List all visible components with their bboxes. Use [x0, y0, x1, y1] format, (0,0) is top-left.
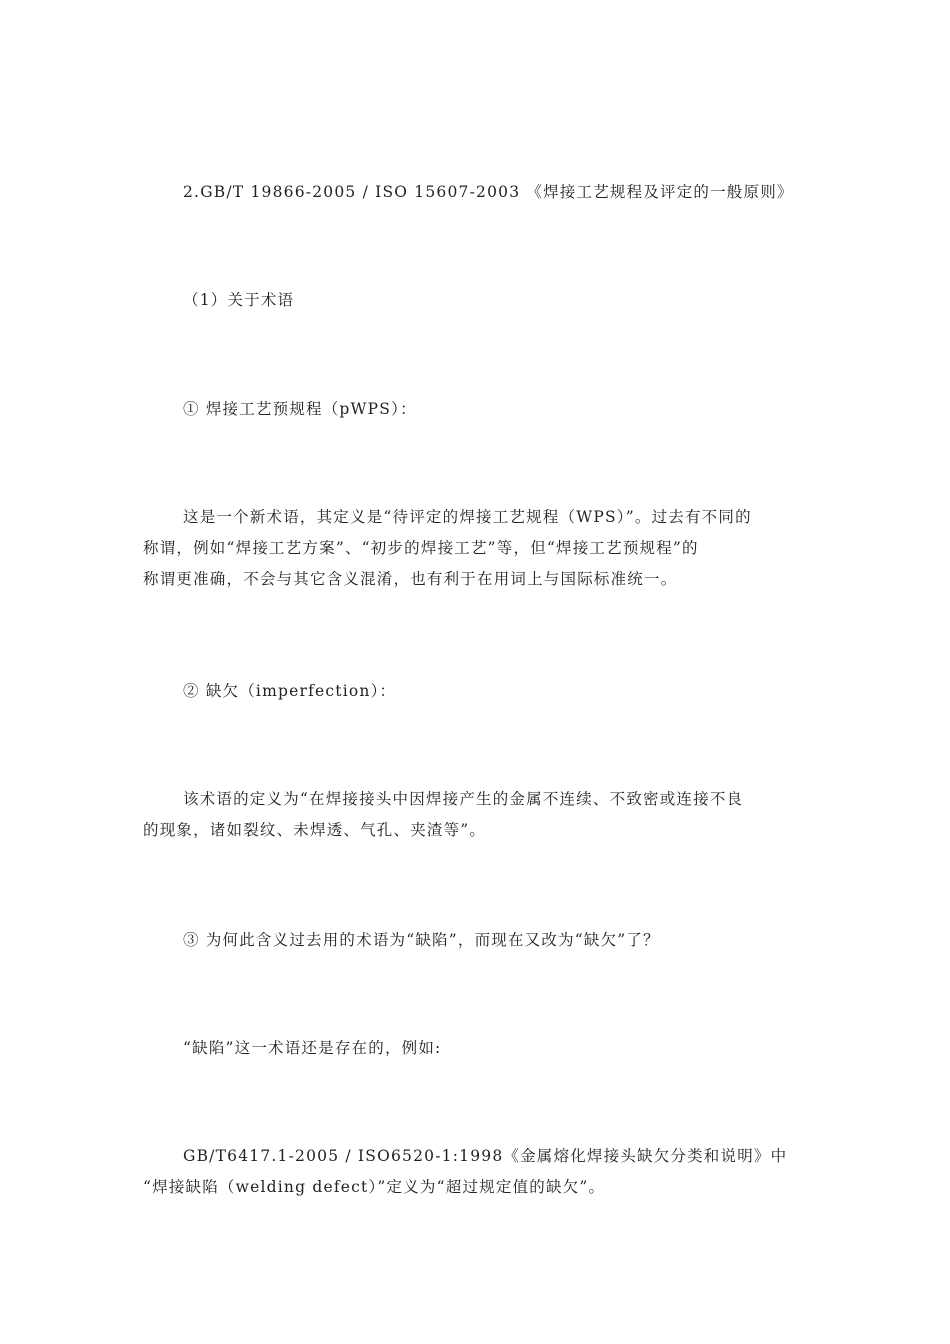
document-heading: 2.GB/T 19866-2005 / ISO 15607-2003 《焊接工艺规程及评定的一般原则》	[183, 183, 794, 201]
item-2-body-line: 该术语的定义为“在焊接接头中因焊接产生的金属不连续、不致密或连接不良	[183, 790, 744, 808]
item-3-body-line: GB/T6417.1-2005 / ISO6520-1:1998《金属熔化焊接头缺欠分类和说明》中	[183, 1147, 788, 1165]
item-2-body-line: 的现象，诸如裂纹、未焊透、气孔、夹渣等”。	[143, 821, 487, 839]
item-1-body-line: 称谓更准确，不会与其它含义混淆，也有利于在用词上与国际标准统一。	[143, 570, 678, 588]
item-3-body-line: “焊接缺陷（welding defect）”定义为“超过规定值的缺欠”。	[143, 1178, 606, 1196]
section-title: （1）关于术语	[183, 291, 295, 309]
item-3-answer: “缺陷”这一术语还是存在的，例如:	[183, 1039, 442, 1057]
item-1-body-line: 称谓，例如“焊接工艺方案”、“初步的焊接工艺”等，但“焊接工艺预规程”的	[143, 539, 699, 557]
item-1-body-line: 这是一个新术语，其定义是“待评定的焊接工艺规程（WPS）”。过去有不同的	[183, 508, 752, 526]
item-3-title: ③ 为何此含义过去用的术语为“缺陷”，而现在又改为“缺欠”了？	[183, 931, 660, 949]
item-1-title: ① 焊接工艺预规程（pWPS）：	[183, 400, 417, 418]
item-2-title: ② 缺欠（imperfection）：	[183, 682, 397, 700]
